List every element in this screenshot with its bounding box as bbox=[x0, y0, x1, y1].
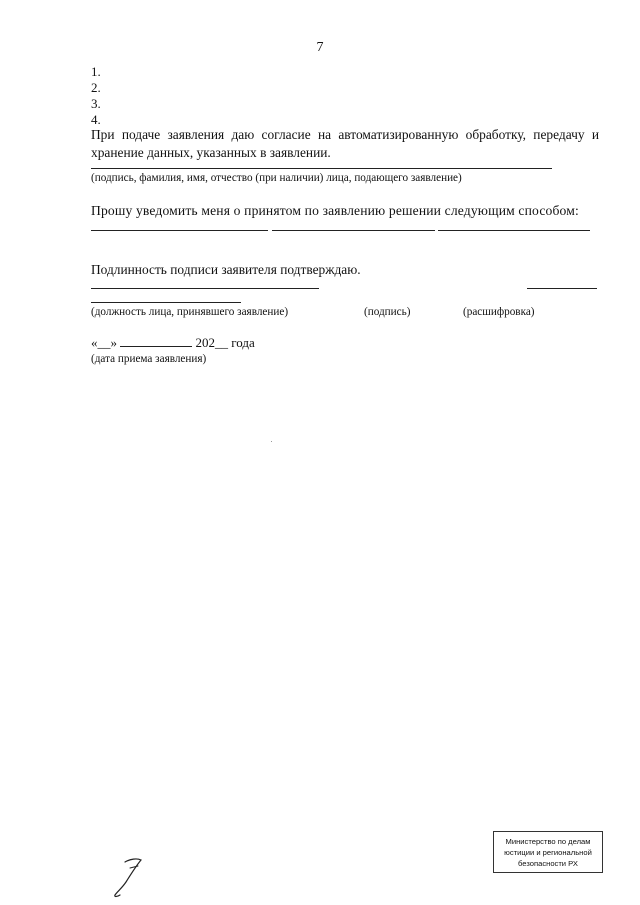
stamp-line: безопасности РХ bbox=[518, 859, 578, 868]
list-item: 1. bbox=[91, 64, 101, 79]
position-line bbox=[91, 302, 241, 303]
date-caption: (дата приема заявления) bbox=[91, 353, 207, 365]
handwritten-initial-icon bbox=[108, 855, 148, 900]
consent-paragraph: При подаче заявления даю согласие на автоматизированную обработку, передачу и хранение данных, указанных в заявлении. bbox=[91, 127, 599, 160]
scan-speck bbox=[271, 441, 272, 442]
stamp-line: юстиции и региональной bbox=[504, 848, 592, 857]
list-item: 3. bbox=[91, 96, 101, 111]
authenticity-text: Подлинность подписи заявителя подтверждаю. bbox=[91, 262, 361, 277]
decoding-line bbox=[527, 288, 597, 289]
notify-method-line bbox=[438, 230, 590, 231]
list-item: 2. bbox=[91, 80, 101, 95]
numbered-list bbox=[91, 64, 101, 128]
notify-request-text: Прошу уведомить меня о принятом по заявлению решении следующим способом: bbox=[91, 203, 579, 218]
notify-method-line bbox=[272, 230, 435, 231]
decoding-caption: (расшифровка) bbox=[463, 306, 535, 318]
signature-caption: (подпись) bbox=[364, 306, 411, 318]
page-number: 7 bbox=[316, 40, 324, 55]
stamp-line: Министерство по делам bbox=[505, 837, 591, 846]
date-line bbox=[91, 335, 255, 351]
date-month-blank bbox=[120, 336, 192, 347]
notify-method-line bbox=[91, 230, 268, 231]
applicant-signature-line bbox=[91, 168, 552, 169]
list-item: 4. bbox=[91, 112, 101, 127]
applicant-signature-caption: (подпись, фамилия, имя, отчество (при наличии) лица, подающего заявление) bbox=[91, 172, 462, 184]
date-day: «__» bbox=[91, 335, 117, 350]
signature-line bbox=[91, 288, 319, 289]
position-caption: (должность лица, принявшего заявление) bbox=[91, 306, 289, 318]
date-year: 202__ года bbox=[195, 335, 255, 350]
ministry-stamp bbox=[493, 831, 603, 873]
